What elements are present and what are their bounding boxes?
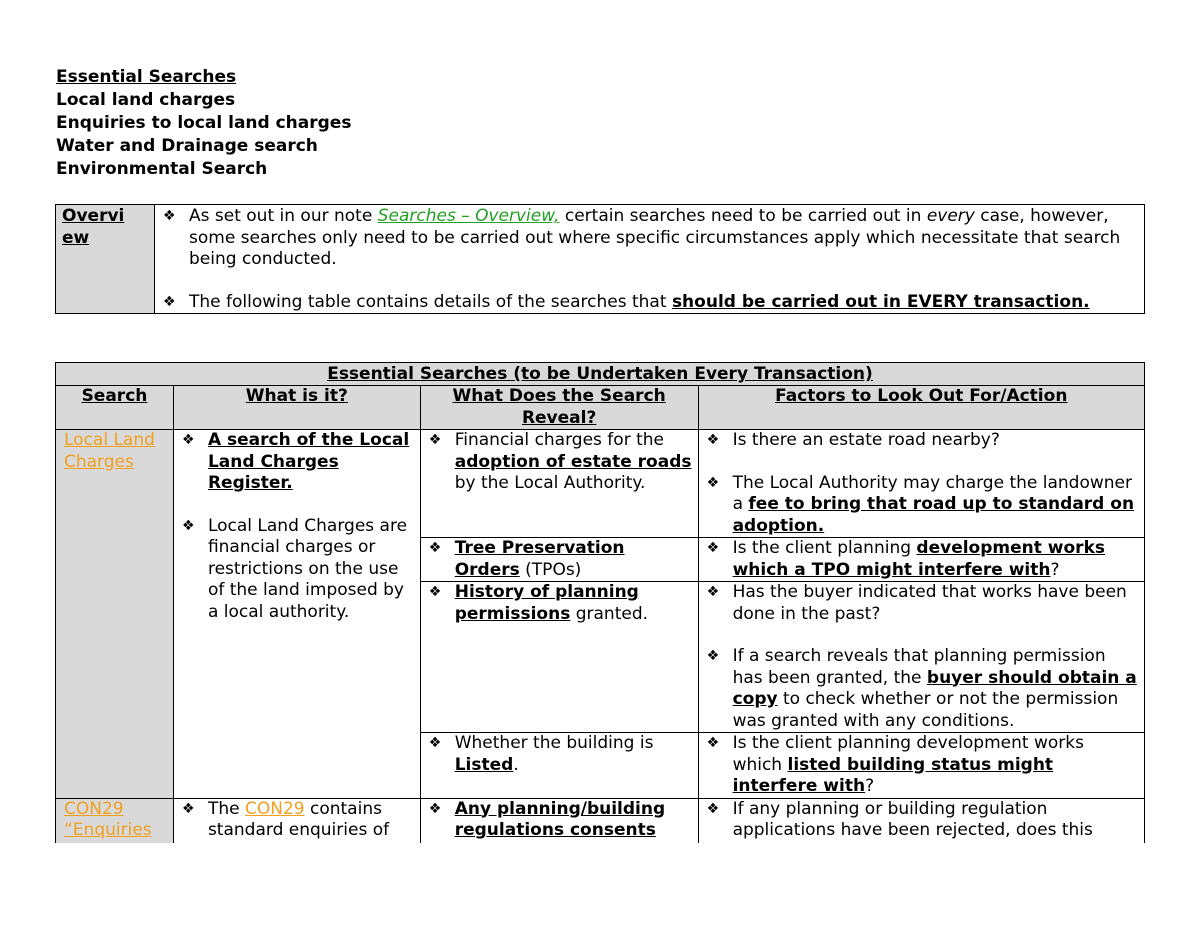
what-cell-con29: ❖ The CON29 contains standard enquiries of	[173, 798, 420, 843]
search-cell-con29: CON29 “Enquiries	[56, 798, 174, 843]
reveal-cell: ❖ Tree Preservation Orders (TPOs)	[420, 538, 698, 582]
table-title: Essential Searches (to be Undertaken Every Transaction)	[56, 363, 1145, 386]
con29-inline-link[interactable]: CON29	[244, 798, 305, 819]
factor-cell: ❖ Is the client planning development works which listed building status might interfere with?	[698, 733, 1144, 799]
bullet-star-icon: ❖	[706, 474, 720, 491]
bullet-star-icon: ❖	[181, 517, 195, 534]
column-header-reveal: What Does the Search Reveal?	[420, 386, 698, 430]
column-header-search: Search	[56, 386, 174, 430]
bullet-star-icon: ❖	[706, 584, 720, 600]
factor-cell: ❖ Is the client planning development works which a TPO might interfere with?	[698, 538, 1144, 582]
bullet-diamond-icon: ❖	[428, 800, 442, 817]
overview-content-cell	[155, 205, 1145, 314]
heading-list	[56, 66, 351, 181]
bullet-star-icon: ❖	[706, 800, 720, 817]
factor-cell: ❖ Has the buyer indicated that works have been done in the past? ❖ If a search reveals that planning permission has been granted, the buyer should obtain a copy to check whether or not the permission was granted with any conditions.	[698, 582, 1144, 733]
bullet-star-icon: ❖	[706, 648, 720, 664]
bullet-star-icon: ❖	[706, 540, 720, 556]
heading-water-drainage: Water and Drainage search	[56, 136, 318, 156]
factor-cell-con29: ❖ If any planning or building regulation applications have been rejected, does this	[698, 798, 1144, 843]
bullet-star-icon: ❖	[428, 540, 442, 556]
factor-cell: ❖ Is there an estate road nearby? ❖ The Local Authority may charge the landowner a fee to bring that road up to standard on adoption.	[698, 430, 1144, 538]
searches-overview-link[interactable]: Searches – Overview,	[377, 206, 560, 226]
column-header-what: What is it?	[173, 386, 420, 430]
bullet-diamond-icon: ❖	[428, 584, 442, 600]
bullet-star-icon: ❖	[428, 432, 442, 448]
bullet-star-icon: ❖	[163, 293, 176, 310]
reveal-cell-con29: ❖ Any planning/building regulations consents	[420, 798, 698, 843]
overview-bullet-1: ❖ As set out in our note Searches – Overview, certain searches need to be carried out in every case, however, some searches only need to be carried out where specific circumstances apply which necessitate that search being conducted.	[163, 206, 1121, 269]
heading-enquiries: Enquiries to local land charges	[56, 113, 352, 133]
heading-environmental: Environmental Search	[56, 159, 268, 179]
heading-local-land-charges: Local land charges	[56, 90, 236, 110]
bullet-star-icon: ❖	[706, 735, 720, 751]
bullet-star-icon: ❖	[428, 735, 442, 751]
table-row	[56, 430, 1145, 538]
reveal-cell: ❖ Whether the building is Listed.	[420, 733, 698, 799]
bullet-diamond-icon: ❖	[181, 432, 195, 448]
local-land-charges-link[interactable]: Local Land Charges	[64, 430, 155, 472]
bullet-star-icon: ❖	[181, 800, 195, 817]
heading-essential-searches: Essential Searches	[56, 67, 237, 87]
overview-label-cell	[56, 205, 155, 314]
bullet-star-icon: ❖	[706, 432, 720, 448]
essential-searches-table	[55, 362, 1145, 843]
what-cell-llc: ❖ A search of the Local Land Charges Register. ❖ Local Land Charges are financial charges or restrictions on the use of the land imposed by a local authority.	[173, 430, 420, 799]
overview-table	[55, 204, 1145, 314]
overview-bullet-2: ❖ The following table contains details of the searches that should be carried out in EVERY transaction.	[163, 291, 1090, 312]
reveal-cell: ❖ Financial charges for the adoption of estate roads by the Local Authority.	[420, 430, 698, 538]
table-row	[56, 798, 1145, 843]
overview-label: Overview	[62, 206, 125, 248]
reveal-cell: ❖ History of planning permissions granted.	[420, 582, 698, 733]
bullet-star-icon: ❖	[163, 208, 176, 224]
search-cell-llc	[56, 430, 174, 799]
con29-link[interactable]: CON29	[64, 798, 124, 819]
column-header-factors: Factors to Look Out For/Action	[698, 386, 1144, 430]
